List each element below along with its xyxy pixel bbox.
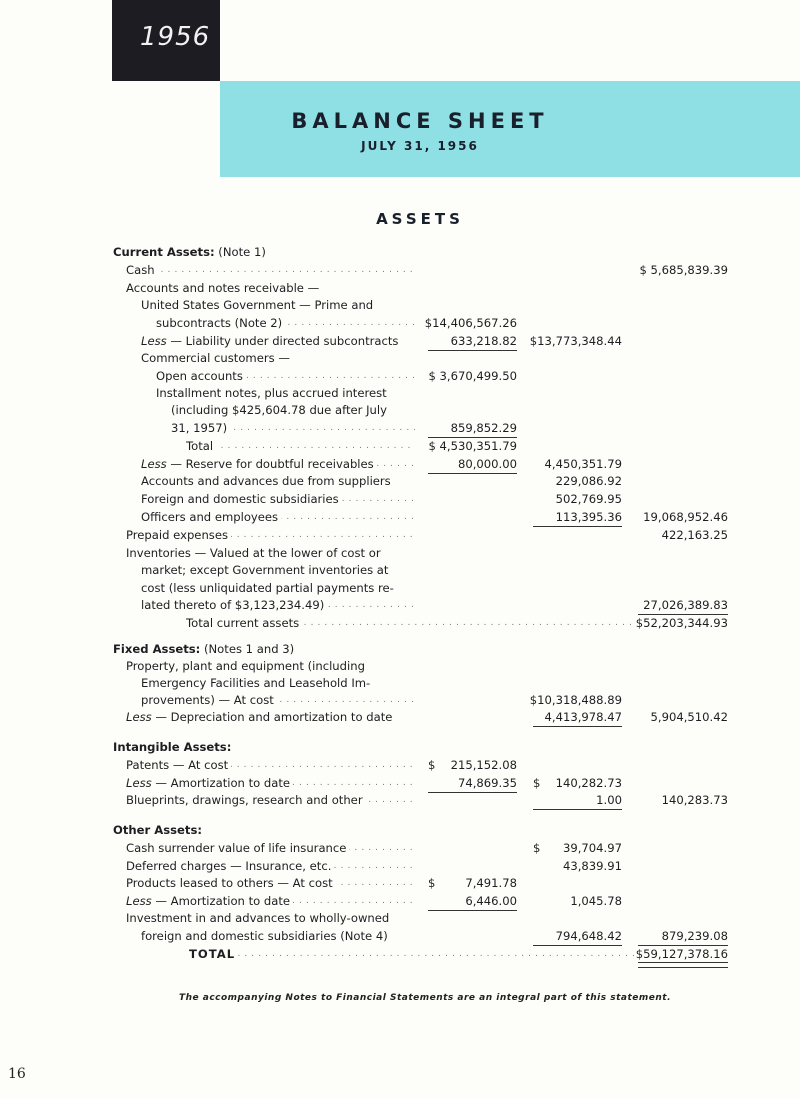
row-label-text: 31, 1957) bbox=[171, 421, 228, 435]
amount-c2: $13,773,348.44 bbox=[529, 334, 622, 348]
amount-c1: 6,446.00 bbox=[465, 894, 517, 908]
table-row bbox=[0, 438, 800, 455]
row-label bbox=[126, 757, 415, 774]
row-label bbox=[171, 402, 415, 419]
row-label-text: (including $425,604.78 due after July bbox=[171, 403, 387, 417]
amount-c1: 7,491.78 bbox=[465, 876, 517, 890]
row-label-text: — Reserve for doubtful receivables bbox=[166, 457, 374, 471]
amount-c3: 19,068,952.46 bbox=[643, 510, 728, 524]
row-label bbox=[141, 491, 415, 508]
page-title: BALANCE SHEET bbox=[291, 109, 549, 133]
table-row bbox=[0, 692, 800, 709]
row-label bbox=[156, 385, 415, 402]
row-label bbox=[113, 739, 415, 756]
table-row bbox=[0, 858, 800, 875]
dollar-sign: $ bbox=[428, 876, 436, 890]
table-row bbox=[0, 509, 800, 526]
row-label bbox=[126, 709, 415, 726]
row-label bbox=[126, 840, 415, 857]
row-label-text: Cash surrender value of life insurance bbox=[126, 841, 347, 855]
amount-c3: 879,239.08 bbox=[661, 929, 728, 943]
table-row bbox=[0, 675, 800, 692]
row-label-text: Fixed Assets: bbox=[113, 642, 201, 656]
row-label-text: market; except Government inventories at bbox=[141, 563, 389, 577]
row-label-text: lated thereto of $3,123,234.49) bbox=[141, 598, 325, 612]
section-header-row bbox=[0, 244, 800, 261]
row-label-text: — Amortization to date bbox=[151, 894, 291, 908]
row-label bbox=[126, 875, 415, 892]
row-label-text: Officers and employees bbox=[141, 510, 279, 524]
row-label bbox=[141, 297, 415, 314]
section-header-row bbox=[0, 822, 800, 839]
row-label-text: Foreign and domestic subsidiaries bbox=[141, 492, 339, 506]
statement-date: JULY 31, 1956 bbox=[361, 139, 479, 153]
row-label-text: Intangible Assets: bbox=[113, 740, 232, 754]
table-row bbox=[0, 709, 800, 726]
amount-c2: 1,045.78 bbox=[570, 894, 622, 908]
table-row bbox=[0, 527, 800, 544]
table-row bbox=[0, 615, 800, 632]
table-row bbox=[0, 402, 800, 419]
underline-rule bbox=[533, 726, 622, 727]
row-label-text: Investment in and advances to wholly-owned bbox=[126, 911, 390, 925]
amount-c3: 422,163.25 bbox=[661, 528, 728, 542]
row-label bbox=[189, 946, 634, 963]
row-label-text: Accounts and notes receivable — bbox=[126, 281, 320, 295]
row-label bbox=[126, 792, 415, 809]
table-row bbox=[0, 545, 800, 562]
table-row bbox=[0, 297, 800, 314]
row-label-text: United States Government — Prime and bbox=[141, 298, 374, 312]
row-label-text: Installment notes, plus accrued interest bbox=[156, 386, 387, 400]
amount-c3: $ 5,685,839.39 bbox=[639, 263, 728, 277]
grand-total-row bbox=[0, 946, 800, 963]
table-row bbox=[0, 775, 800, 792]
row-label-text: Open accounts bbox=[156, 369, 243, 383]
less-label: Less bbox=[126, 776, 152, 790]
note-reference: (Note 1) bbox=[214, 245, 266, 259]
table-row bbox=[0, 315, 800, 332]
table-row bbox=[0, 580, 800, 597]
amount-c2: 39,704.97 bbox=[562, 841, 622, 855]
row-label-text: Property, plant and equipment (including bbox=[126, 659, 365, 673]
note-reference: (Notes 1 and 3) bbox=[200, 642, 295, 656]
amount-c2: 229,086.92 bbox=[555, 474, 622, 488]
row-label bbox=[171, 420, 415, 437]
row-label-text: Deferred charges — Insurance, etc. bbox=[126, 859, 332, 873]
amount-c1: $ 4,530,351.79 bbox=[428, 439, 517, 453]
amount-c3: $59,127,378.16 bbox=[635, 947, 728, 961]
row-label-text: Commercial customers — bbox=[141, 351, 290, 365]
row-label bbox=[126, 910, 415, 927]
table-row bbox=[0, 333, 800, 350]
dollar-sign: $ bbox=[533, 841, 541, 855]
row-label bbox=[126, 893, 415, 910]
row-label-text: foreign and domestic subsidiaries (Note 4) bbox=[141, 929, 388, 943]
amount-c2: 140,282.73 bbox=[555, 776, 622, 790]
row-label bbox=[126, 527, 415, 544]
table-row bbox=[0, 385, 800, 402]
less-label: Less bbox=[126, 710, 152, 724]
row-label bbox=[126, 658, 415, 675]
table-row bbox=[0, 910, 800, 927]
amount-c2: 113,395.36 bbox=[555, 510, 622, 524]
year-badge-text: 1956 bbox=[140, 22, 211, 52]
less-label: Less bbox=[141, 457, 167, 471]
double-underline-rule bbox=[638, 962, 728, 968]
amount-c2: $10,318,488.89 bbox=[529, 693, 622, 707]
table-row bbox=[0, 757, 800, 774]
row-label-text: provements) — At cost bbox=[141, 693, 274, 707]
row-label-text: TOTAL bbox=[189, 947, 236, 961]
row-label bbox=[156, 368, 415, 385]
row-label-text: cost (less unliquidated partial payments re- bbox=[141, 581, 394, 595]
row-label bbox=[141, 456, 415, 473]
less-label: Less bbox=[141, 334, 167, 348]
row-label bbox=[113, 641, 415, 658]
table-row bbox=[0, 840, 800, 857]
row-label bbox=[141, 350, 415, 367]
table-row bbox=[0, 562, 800, 579]
row-label-text: Accounts and advances due from suppliers bbox=[141, 474, 391, 488]
row-label bbox=[141, 580, 415, 597]
row-label bbox=[156, 315, 415, 332]
row-label bbox=[141, 333, 415, 350]
row-label bbox=[113, 244, 415, 261]
table-row bbox=[0, 893, 800, 910]
amount-c2: 502,769.95 bbox=[555, 492, 622, 506]
section-header-row bbox=[0, 739, 800, 756]
table-row bbox=[0, 262, 800, 279]
row-label bbox=[141, 509, 415, 526]
page-number: 16 bbox=[8, 1066, 26, 1082]
row-label-text: Other Assets: bbox=[113, 823, 202, 837]
table-row bbox=[0, 928, 800, 945]
row-label-text: Inventories — Valued at the lower of cost or bbox=[126, 546, 381, 560]
table-row bbox=[0, 368, 800, 385]
amount-c1: $14,406,567.26 bbox=[424, 316, 517, 330]
row-label bbox=[141, 562, 415, 579]
footnote: The accompanying Notes to Financial Statements are an integral part of this statement. bbox=[178, 993, 672, 1003]
row-label-text: Patents — At cost bbox=[126, 758, 229, 772]
table-row bbox=[0, 658, 800, 675]
row-label-text: Emergency Facilities and Leasehold Im- bbox=[141, 676, 371, 690]
row-label bbox=[126, 262, 415, 279]
amount-c2: 4,450,351.79 bbox=[544, 457, 622, 471]
less-label: Less bbox=[126, 894, 152, 908]
table-row bbox=[0, 280, 800, 297]
amount-c1: $ 3,670,499.50 bbox=[428, 369, 517, 383]
amount-c1: 859,852.29 bbox=[450, 421, 517, 435]
row-label bbox=[126, 545, 415, 562]
dollar-sign: $ bbox=[533, 776, 541, 790]
amount-c3: 140,283.73 bbox=[661, 793, 728, 807]
amount-c1: 633,218.82 bbox=[450, 334, 517, 348]
amount-c1: 80,000.00 bbox=[457, 457, 517, 471]
table-row bbox=[0, 473, 800, 490]
table-row bbox=[0, 350, 800, 367]
row-label bbox=[141, 692, 415, 709]
row-label bbox=[141, 597, 415, 614]
amount-c1: 74,869.35 bbox=[457, 776, 517, 790]
row-label bbox=[141, 928, 415, 945]
row-label-text: Total bbox=[186, 439, 214, 453]
row-label-text: Cash bbox=[126, 263, 155, 277]
table-row bbox=[0, 597, 800, 614]
table-row bbox=[0, 491, 800, 508]
table-row bbox=[0, 456, 800, 473]
row-label-text: — Liability under directed subcontracts bbox=[166, 334, 399, 348]
table-row bbox=[0, 420, 800, 437]
row-label bbox=[141, 473, 415, 490]
amount-c3: 27,026,389.83 bbox=[643, 598, 728, 612]
row-label bbox=[186, 438, 415, 455]
amount-c2: 794,648.42 bbox=[555, 929, 622, 943]
year-badge bbox=[112, 0, 220, 81]
row-label-text: Total current assets bbox=[186, 616, 300, 630]
amount-c3: 5,904,510.42 bbox=[650, 710, 728, 724]
row-label bbox=[141, 675, 415, 692]
row-label-text: Products leased to others — At cost bbox=[126, 876, 333, 890]
title-band bbox=[220, 81, 800, 177]
row-label-text: Blueprints, drawings, research and other bbox=[126, 793, 363, 807]
section-header-row bbox=[0, 641, 800, 658]
row-label-text: subcontracts (Note 2) bbox=[156, 316, 283, 330]
amount-c3: $52,203,344.93 bbox=[635, 616, 728, 630]
row-label bbox=[113, 822, 415, 839]
row-label bbox=[186, 615, 634, 632]
table-row bbox=[0, 875, 800, 892]
section-heading-assets: ASSETS bbox=[376, 210, 464, 228]
row-label-text: Current Assets: bbox=[113, 245, 215, 259]
row-label-text: — Depreciation and amortization to date bbox=[151, 710, 393, 724]
amount-c2: 43,839.91 bbox=[562, 859, 622, 873]
dollar-sign: $ bbox=[428, 758, 436, 772]
row-label-text: — Amortization to date bbox=[151, 776, 291, 790]
row-label-text: Prepaid expenses bbox=[126, 528, 229, 542]
amount-c1: 215,152.08 bbox=[450, 758, 517, 772]
row-label bbox=[126, 280, 415, 297]
row-label bbox=[126, 858, 415, 875]
amount-c2: 1.00 bbox=[596, 793, 622, 807]
table-row bbox=[0, 792, 800, 809]
underline-rule bbox=[533, 809, 622, 810]
row-label bbox=[126, 775, 415, 792]
amount-c2: 4,413,978.47 bbox=[544, 710, 622, 724]
